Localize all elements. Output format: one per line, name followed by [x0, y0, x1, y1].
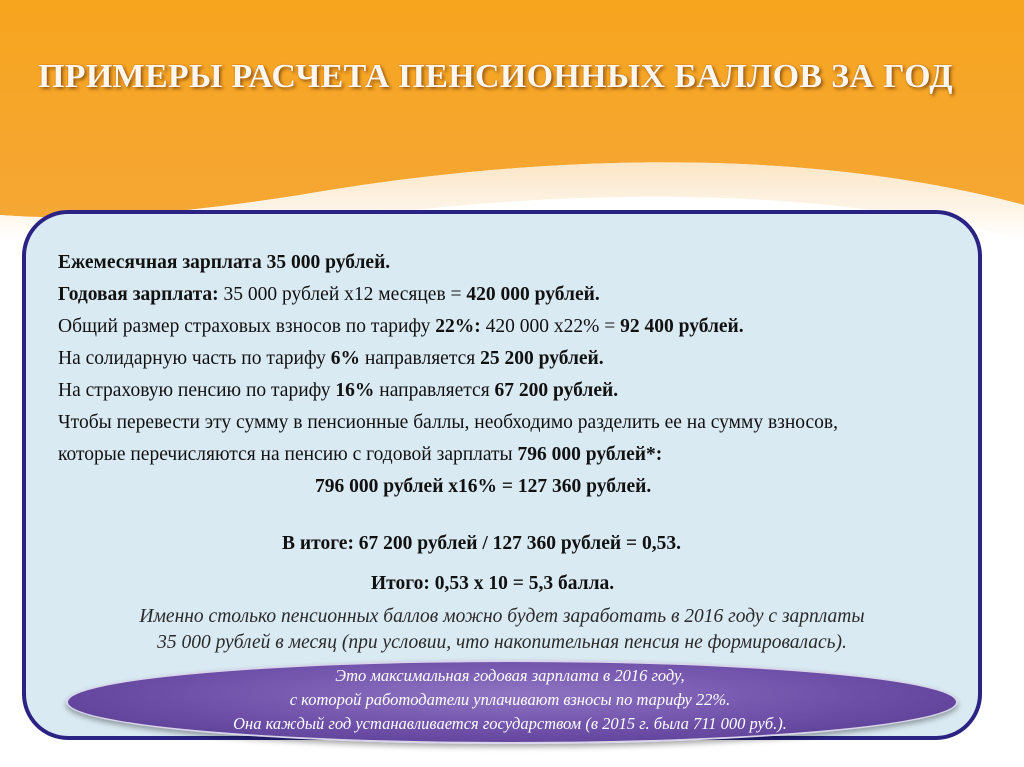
footnote-line-2: с которой работодатели уплачивают взносы по тарифу 22%.: [289, 690, 731, 709]
footnote-line-3: Она каждый год устанавливается государством (в 2015 г. была 711 000 руб.).: [233, 714, 787, 733]
explanation-line: Чтобы перевести эту сумму в пенсионные баллы, необходимо разделить ее на сумму взносов,: [58, 412, 839, 433]
max-salary-line: которые перечисляются на пенсию с годовой зарплаты 796 000 рублей*:: [58, 444, 663, 465]
note-line-1: Именно столько пенсионных баллов можно будет заработать в 2016 году с зарплаты: [139, 606, 865, 627]
insurance-pension-line: На страховую пенсию по тарифу 16% направляется 67 200 рублей.: [58, 380, 619, 401]
monthly-salary-line: Ежемесячная зарплата 35 000 рублей.: [58, 252, 391, 273]
total-contributions-line: Общий размер страховых взносов по тарифу 22%: 420 000 х22% = 92 400 рублей.: [58, 316, 744, 337]
total-points: Итого: 0,53 х 10 = 5,3 балла.: [371, 573, 615, 594]
annual-salary-line: Годовая зарплата: 35 000 рублей х12 месяцев = 420 000 рублей.: [58, 284, 600, 305]
page-title: ПРИМЕРЫ РАСЧЕТА ПЕНСИОННЫХ БАЛЛОВ ЗА ГОД: [38, 58, 953, 95]
note-line-2: 35 000 рублей в месяц (при условии, что накопительная пенсия не формировалась).: [157, 632, 847, 653]
max-contribution-calc: 796 000 рублей х16% = 127 360 рублей.: [315, 476, 652, 497]
solidarity-part-line: На солидарную часть по тарифу 6% направляется 25 200 рублей.: [58, 348, 604, 369]
result-calc: В итоге: 67 200 рублей / 127 360 рублей = 0,53.: [282, 533, 681, 554]
footnote-line-1: Это максимальная годовая зарплата в 2016 году,: [335, 666, 685, 685]
